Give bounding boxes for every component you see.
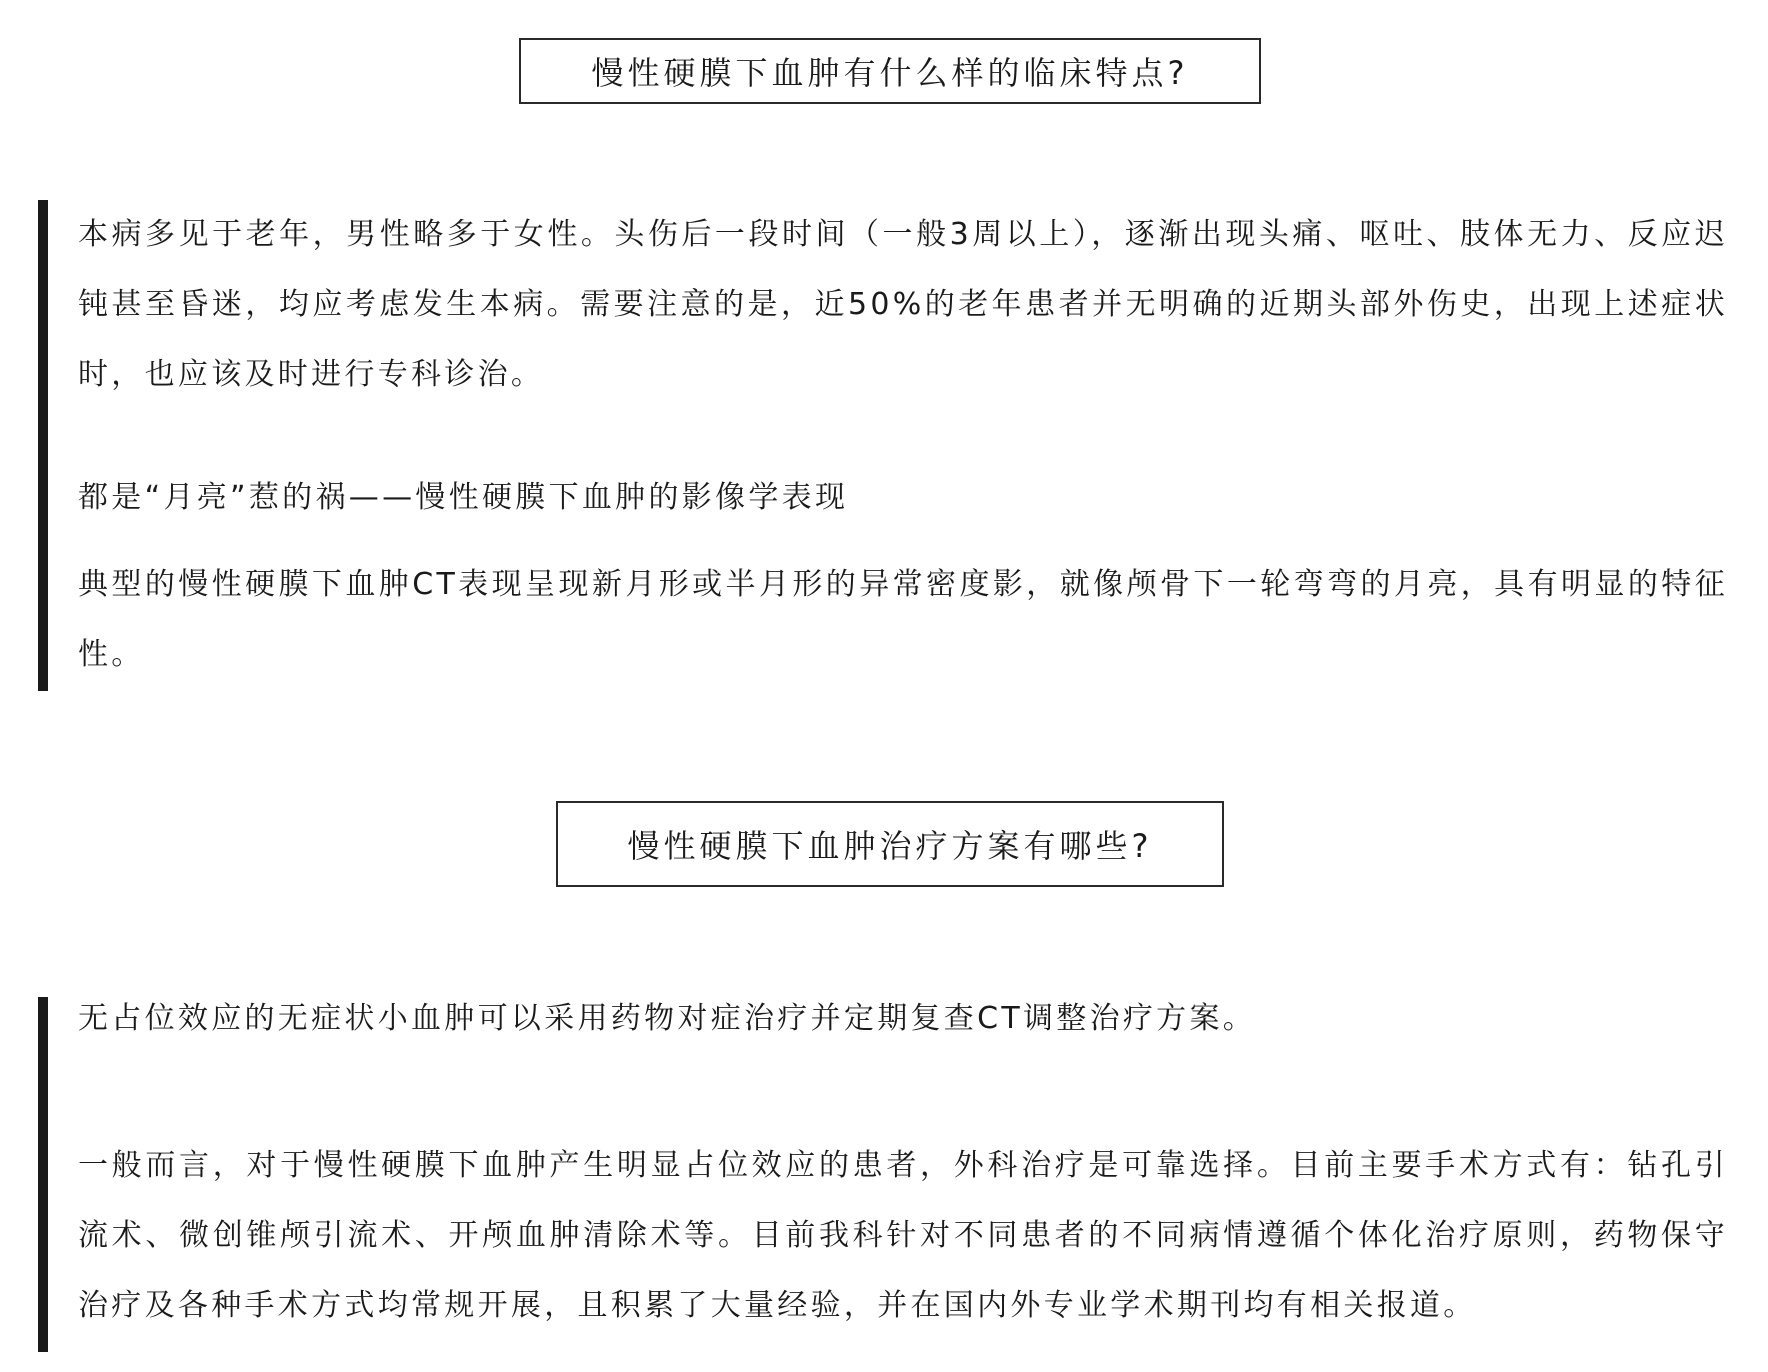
conservative-treatment-paragraph: 无占位效应的无症状小血肿可以采用药物对症治疗并定期复查CT调整治疗方案。 (78, 1001, 1257, 1036)
clinical-features-paragraph: 本病多见于老年，男性略多于女性。头伤后一段时间（一般3周以上），逐渐出现头痛、呕吐、肢体无力、反应迟钝甚至昏迷，均应考虑发生本病。需要注意的是，近50%的老年患者并无明确的近期头部外伤史，出现上述症状时，也应该及时进行专科诊治。 (78, 217, 1728, 392)
clinical-features-section (38, 200, 1738, 691)
section-heading-clinical-features: 慢性硬膜下血肿有什么样的临床特点? (519, 38, 1261, 104)
imaging-subheading: 都是“月亮”惹的祸——慢性硬膜下血肿的影像学表现 (78, 480, 849, 515)
imaging-paragraph: 典型的慢性硬膜下血肿CT表现呈现新月形或半月形的异常密度影，就像颅骨下一轮弯弯的月亮，具有明显的特征性。 (78, 567, 1728, 672)
section-heading-treatment: 慢性硬膜下血肿治疗方案有哪些? (556, 801, 1224, 887)
treatment-section (38, 997, 1738, 1352)
surgical-treatment-paragraph: 一般而言，对于慢性硬膜下血肿产生明显占位效应的患者，外科治疗是可靠选择。目前主要手术方式有：钻孔引流术、微创锥颅引流术、开颅血肿清除术等。目前我科针对不同患者的不同病情遵循个体化治疗原则，药物保守治疗及各种手术方式均常规开展，且积累了大量经验，并在国内外专业学术期刊均有相关报道。 (78, 1148, 1728, 1323)
